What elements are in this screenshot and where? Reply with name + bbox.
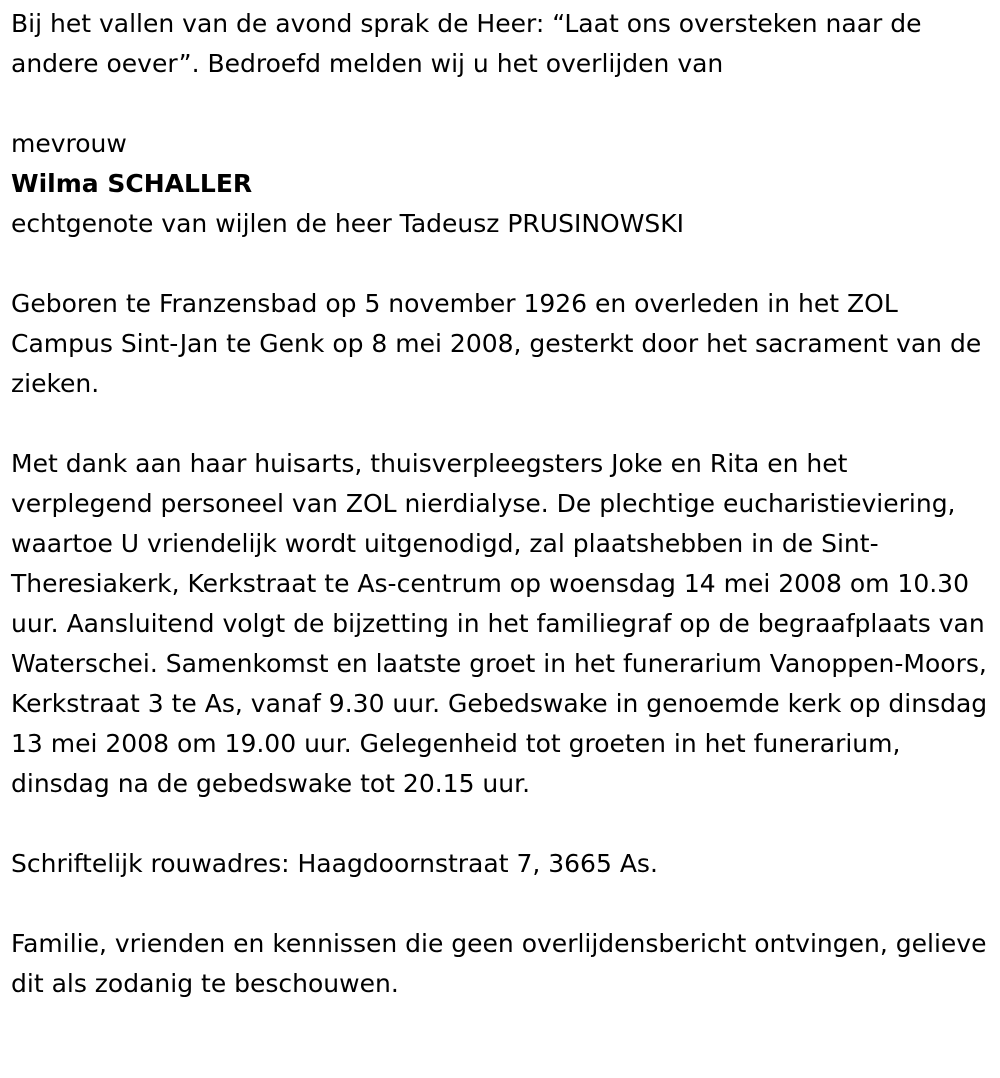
title-prefix: mevrouw bbox=[11, 129, 127, 158]
spacer bbox=[11, 884, 991, 924]
closing-paragraph: Familie, vrienden en kennissen die geen overlijdensbericht ontvingen, gelieve dit als zodanig te beschouwen. bbox=[11, 929, 987, 998]
spacer bbox=[11, 244, 991, 284]
spouse-line: echtgenote van wijlen de heer Tadeusz PRUSINOWSKI bbox=[11, 209, 685, 238]
spacer bbox=[11, 404, 991, 444]
deceased-name: Wilma SCHALLER bbox=[11, 169, 253, 198]
address-line: Schriftelijk rouwadres: Haagdoornstraat 7, 3665 As. bbox=[11, 849, 658, 878]
death-notice bbox=[11, 4, 991, 1004]
birth-death-paragraph: Geboren te Franzensbad op 5 november 1926 en overleden in het ZOL Campus Sint-Jan te Genk op 8 mei 2008, gesterkt door het sacrament van de zieken. bbox=[11, 289, 982, 398]
ceremony-paragraph: Met dank aan haar huisarts, thuisverpleegsters Joke en Rita en het verplegend personeel van ZOL nierdialyse. De plechtige eucharistieviering, waartoe U vriendelijk wordt uitgenodigd, zal plaatshebben in de Sint-Theresiakerk, Kerkstraat te As-centrum op woensdag 14 mei 2008 om 10.30 uur. Aansluitend volgt de bijzetting in het familiegraf op de begraafplaats van Waterschei. Samenkomst en laatste groet in het funerarium Vanoppen-Moors, Kerkstraat 3 te As, vanaf 9.30 uur. Gebedswake in genoemde kerk op dinsdag 13 mei 2008 om 19.00 uur. Gelegenheid tot groeten in het funerarium, dinsdag na de gebedswake tot 20.15 uur. bbox=[11, 449, 988, 798]
spacer bbox=[11, 804, 991, 844]
spacer bbox=[11, 84, 991, 124]
intro-text: Bij het vallen van de avond sprak de Heer: “Laat ons oversteken naar de andere oever”. Bedroefd melden wij u het overlijden van bbox=[11, 9, 922, 78]
